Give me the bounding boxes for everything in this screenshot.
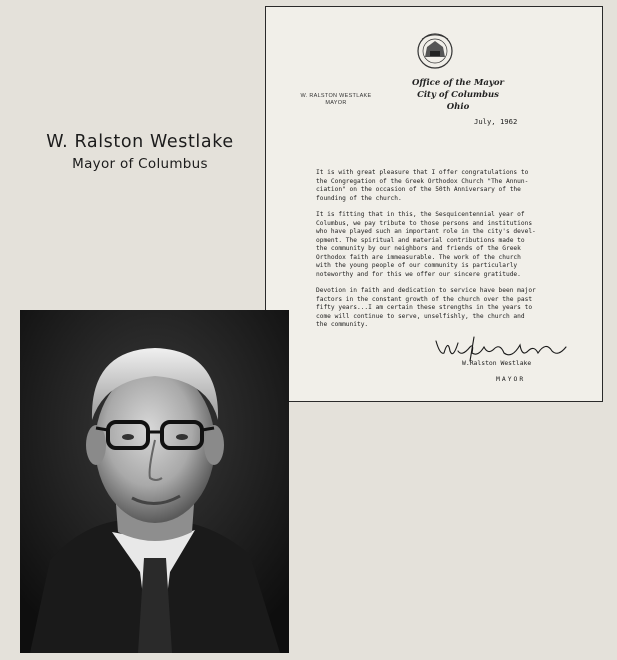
letter-body [316, 169, 602, 338]
letterhead-mayor-name: W. RALSTON WESTLAKE [300, 93, 372, 99]
city-seal-icon [414, 29, 456, 71]
letterhead-mayor-title: MAYOR [325, 100, 347, 106]
office-line: Office of the Mayor [412, 78, 504, 88]
mayor-title-heading: Mayor of Columbus [72, 156, 208, 172]
city-line: City of Columbus [417, 90, 499, 100]
mayor-name-heading: W. Ralston Westlake [46, 132, 234, 152]
letter-date: July, 1962 [474, 117, 518, 126]
signer-title: MAYOR [496, 375, 526, 383]
letterhead-mayor-block [296, 93, 376, 107]
state-line: Ohio [446, 102, 470, 112]
letter-paragraph: It is with great pleasure that I offer congratulations to the Congregation of the Greek Orthodox Church "The Annun- ciation" on the occasion of the 50th Anniversary of the founding of the church. [316, 169, 529, 202]
letter-paragraph: Devotion in faith and dedication to service have been major factors in the constant growth of the church over the past fifty years...I am certain these strengths in the years to come will continue to serve, unselfishly, the church and the community. [316, 287, 536, 328]
mayor-letter [265, 6, 603, 402]
portrait-illustration [20, 310, 289, 653]
letter-paragraph: It is fitting that in this, the Sesquicentennial year of Columbus, we pay tribute to those persons and institutions who have played such an important role in the city's devel- opment. The spiritual and material contributions made to the community by our neighbors and friends of the Greek Orthodox faith are immeasurable. The work of the church with the young people of our community is particularly noteworthy and for this we offer our sincere gratitude. [316, 211, 536, 278]
mayor-portrait-photo [20, 310, 289, 653]
signer-name: W.Ralston Westlake [462, 359, 532, 367]
portrait-caption [30, 132, 250, 172]
